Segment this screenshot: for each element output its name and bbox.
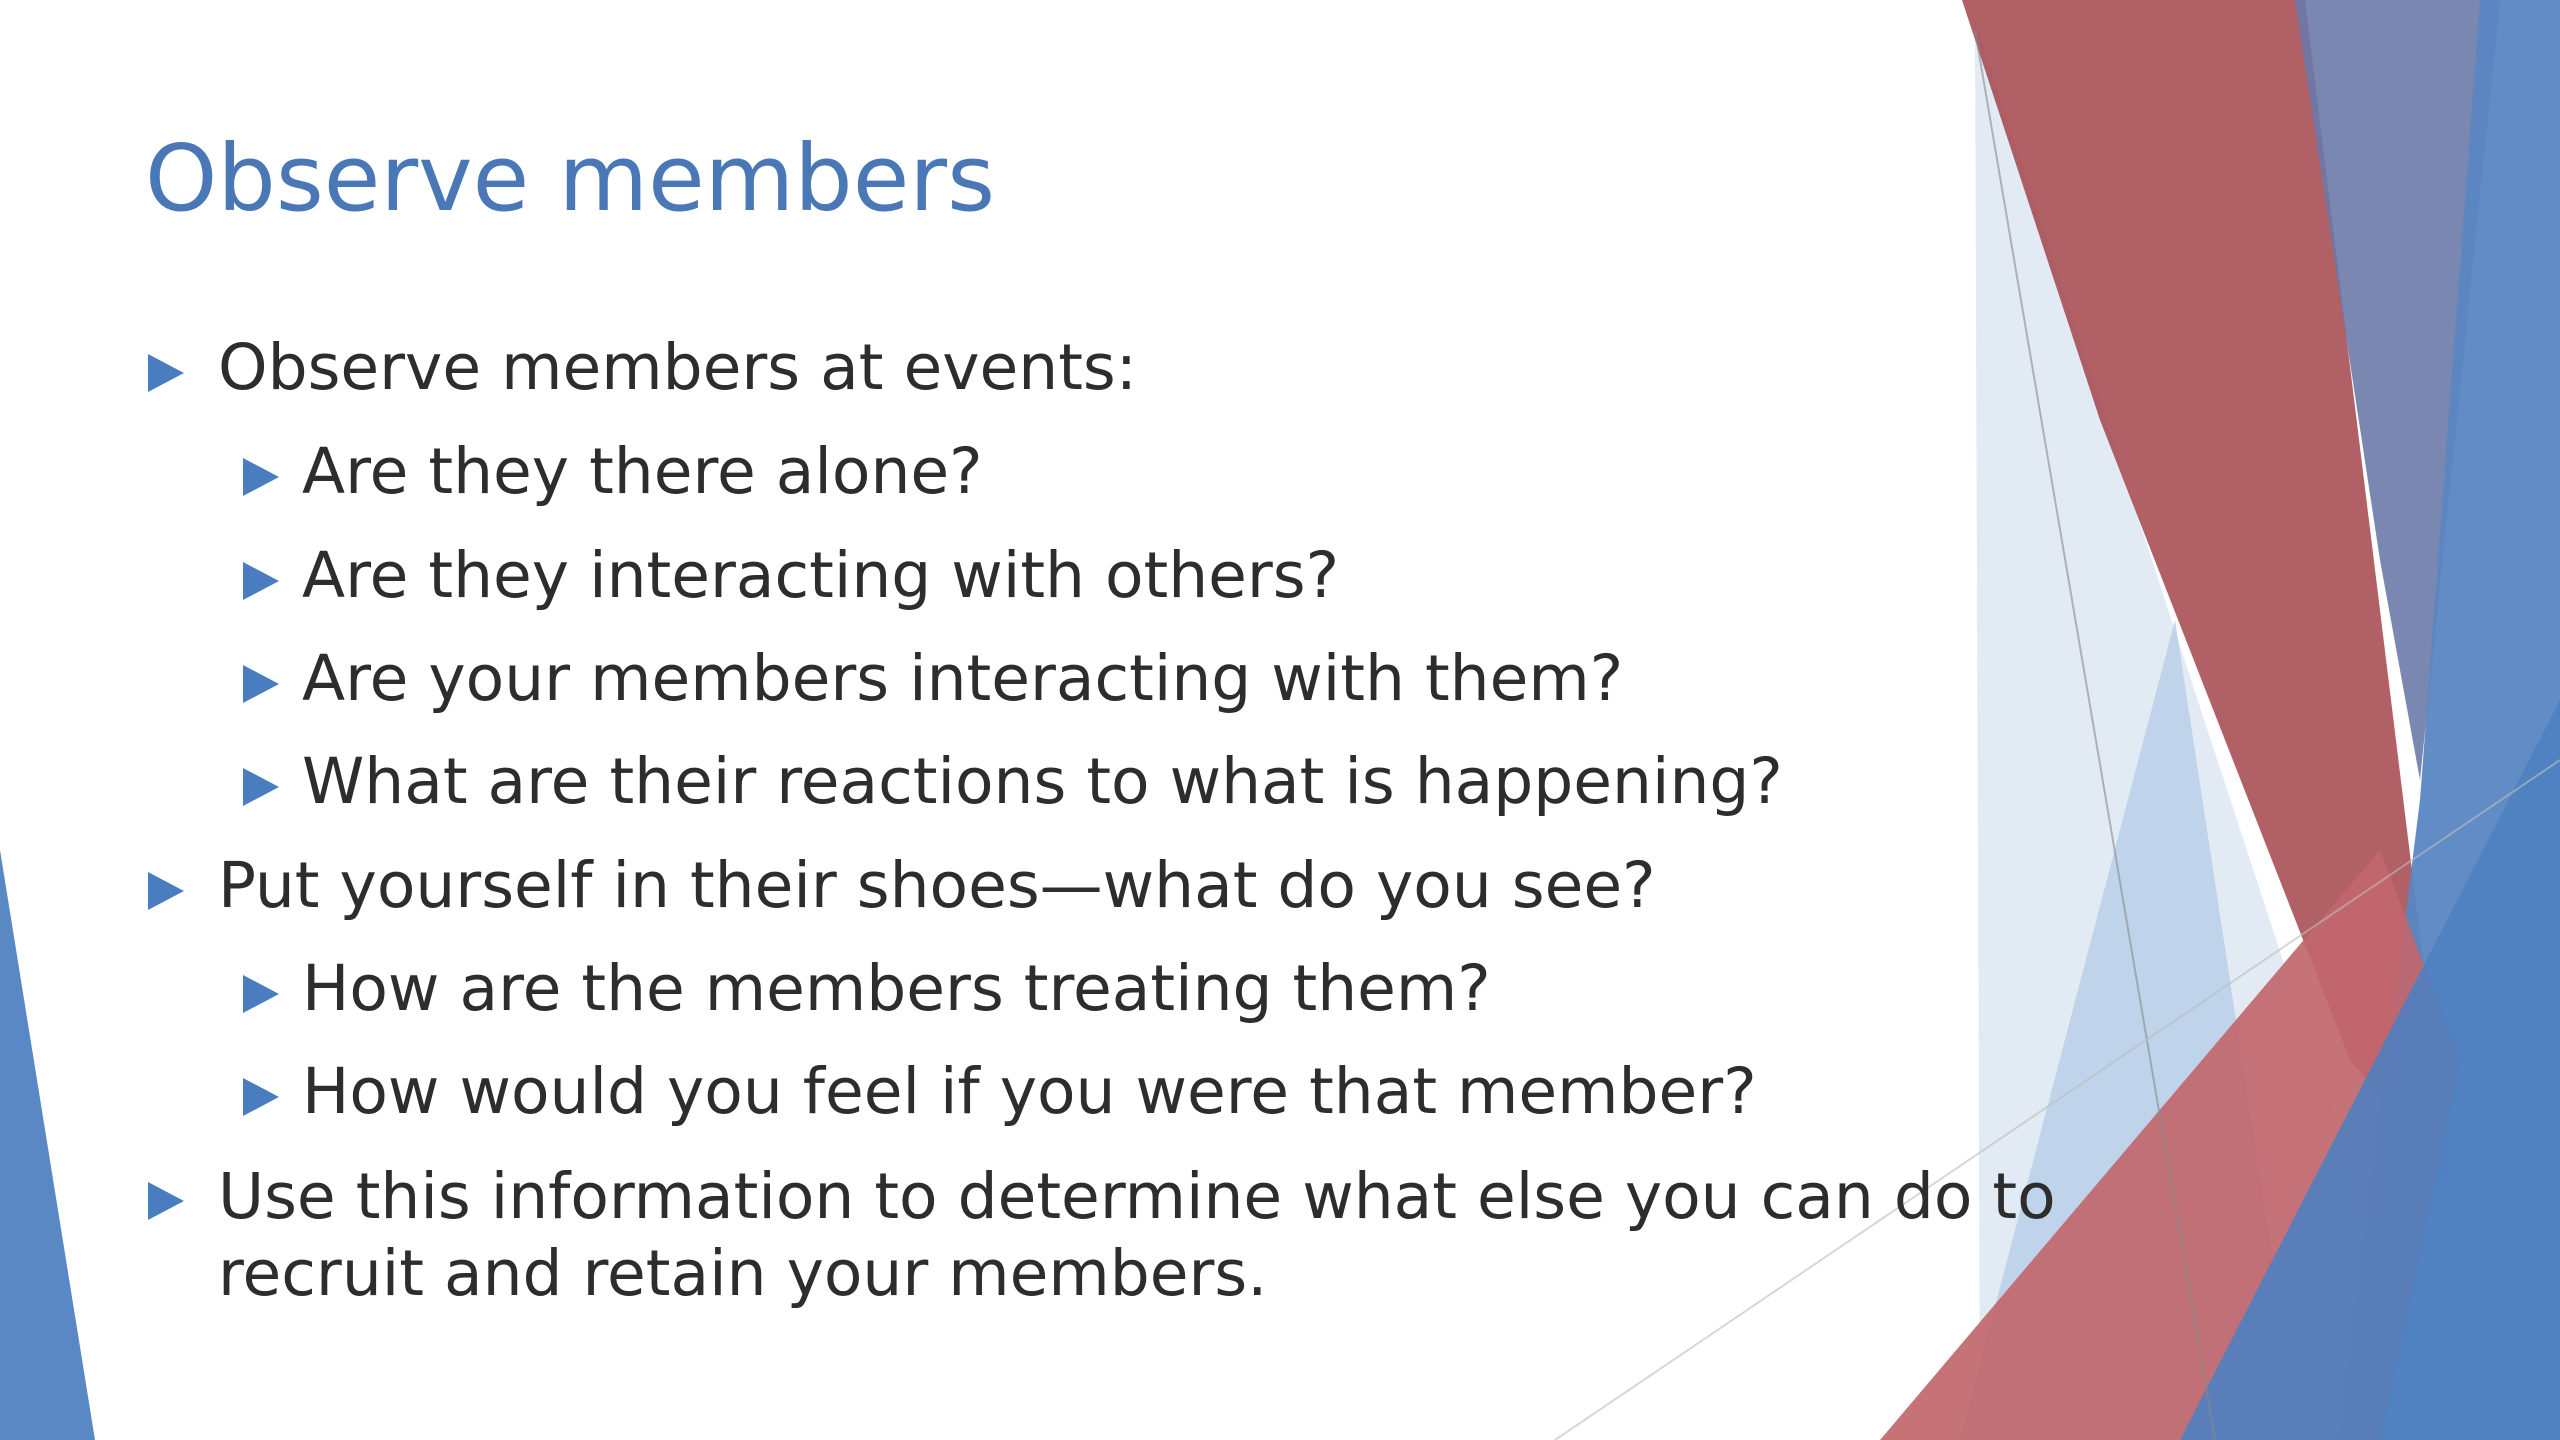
bullet-text: Put yourself in their shoes—what do you see?	[218, 849, 1656, 922]
triangle-right-icon	[243, 975, 279, 1013]
sub-bullet-text: Are your members interacting with them?	[302, 642, 1624, 715]
triangle-right-icon	[148, 354, 184, 392]
triangle-right-icon	[243, 768, 279, 806]
sub-bullet-text: Are they interacting with others?	[302, 539, 1340, 612]
triangle-right-icon	[148, 872, 184, 910]
sub-bullet-text: What are their reactions to what is happening?	[302, 745, 1783, 818]
sub-bullet-text: How are the members treating them?	[302, 952, 1491, 1025]
sub-bullet-text: Are they there alone?	[302, 435, 983, 508]
bullet-text: Observe members at events:	[218, 331, 1137, 404]
bullet-text: Use this information to determine what else you can do to recruit and retain your members.	[218, 1160, 2056, 1310]
triangle-right-icon	[243, 562, 279, 600]
triangle-right-icon	[243, 665, 279, 703]
triangle-right-icon	[243, 458, 279, 496]
triangle-right-icon	[148, 1182, 184, 1220]
slide-title: Observe members	[145, 125, 996, 232]
triangle-right-icon	[243, 1078, 279, 1116]
sub-bullet-text: How would you feel if you were that member?	[302, 1055, 1757, 1128]
